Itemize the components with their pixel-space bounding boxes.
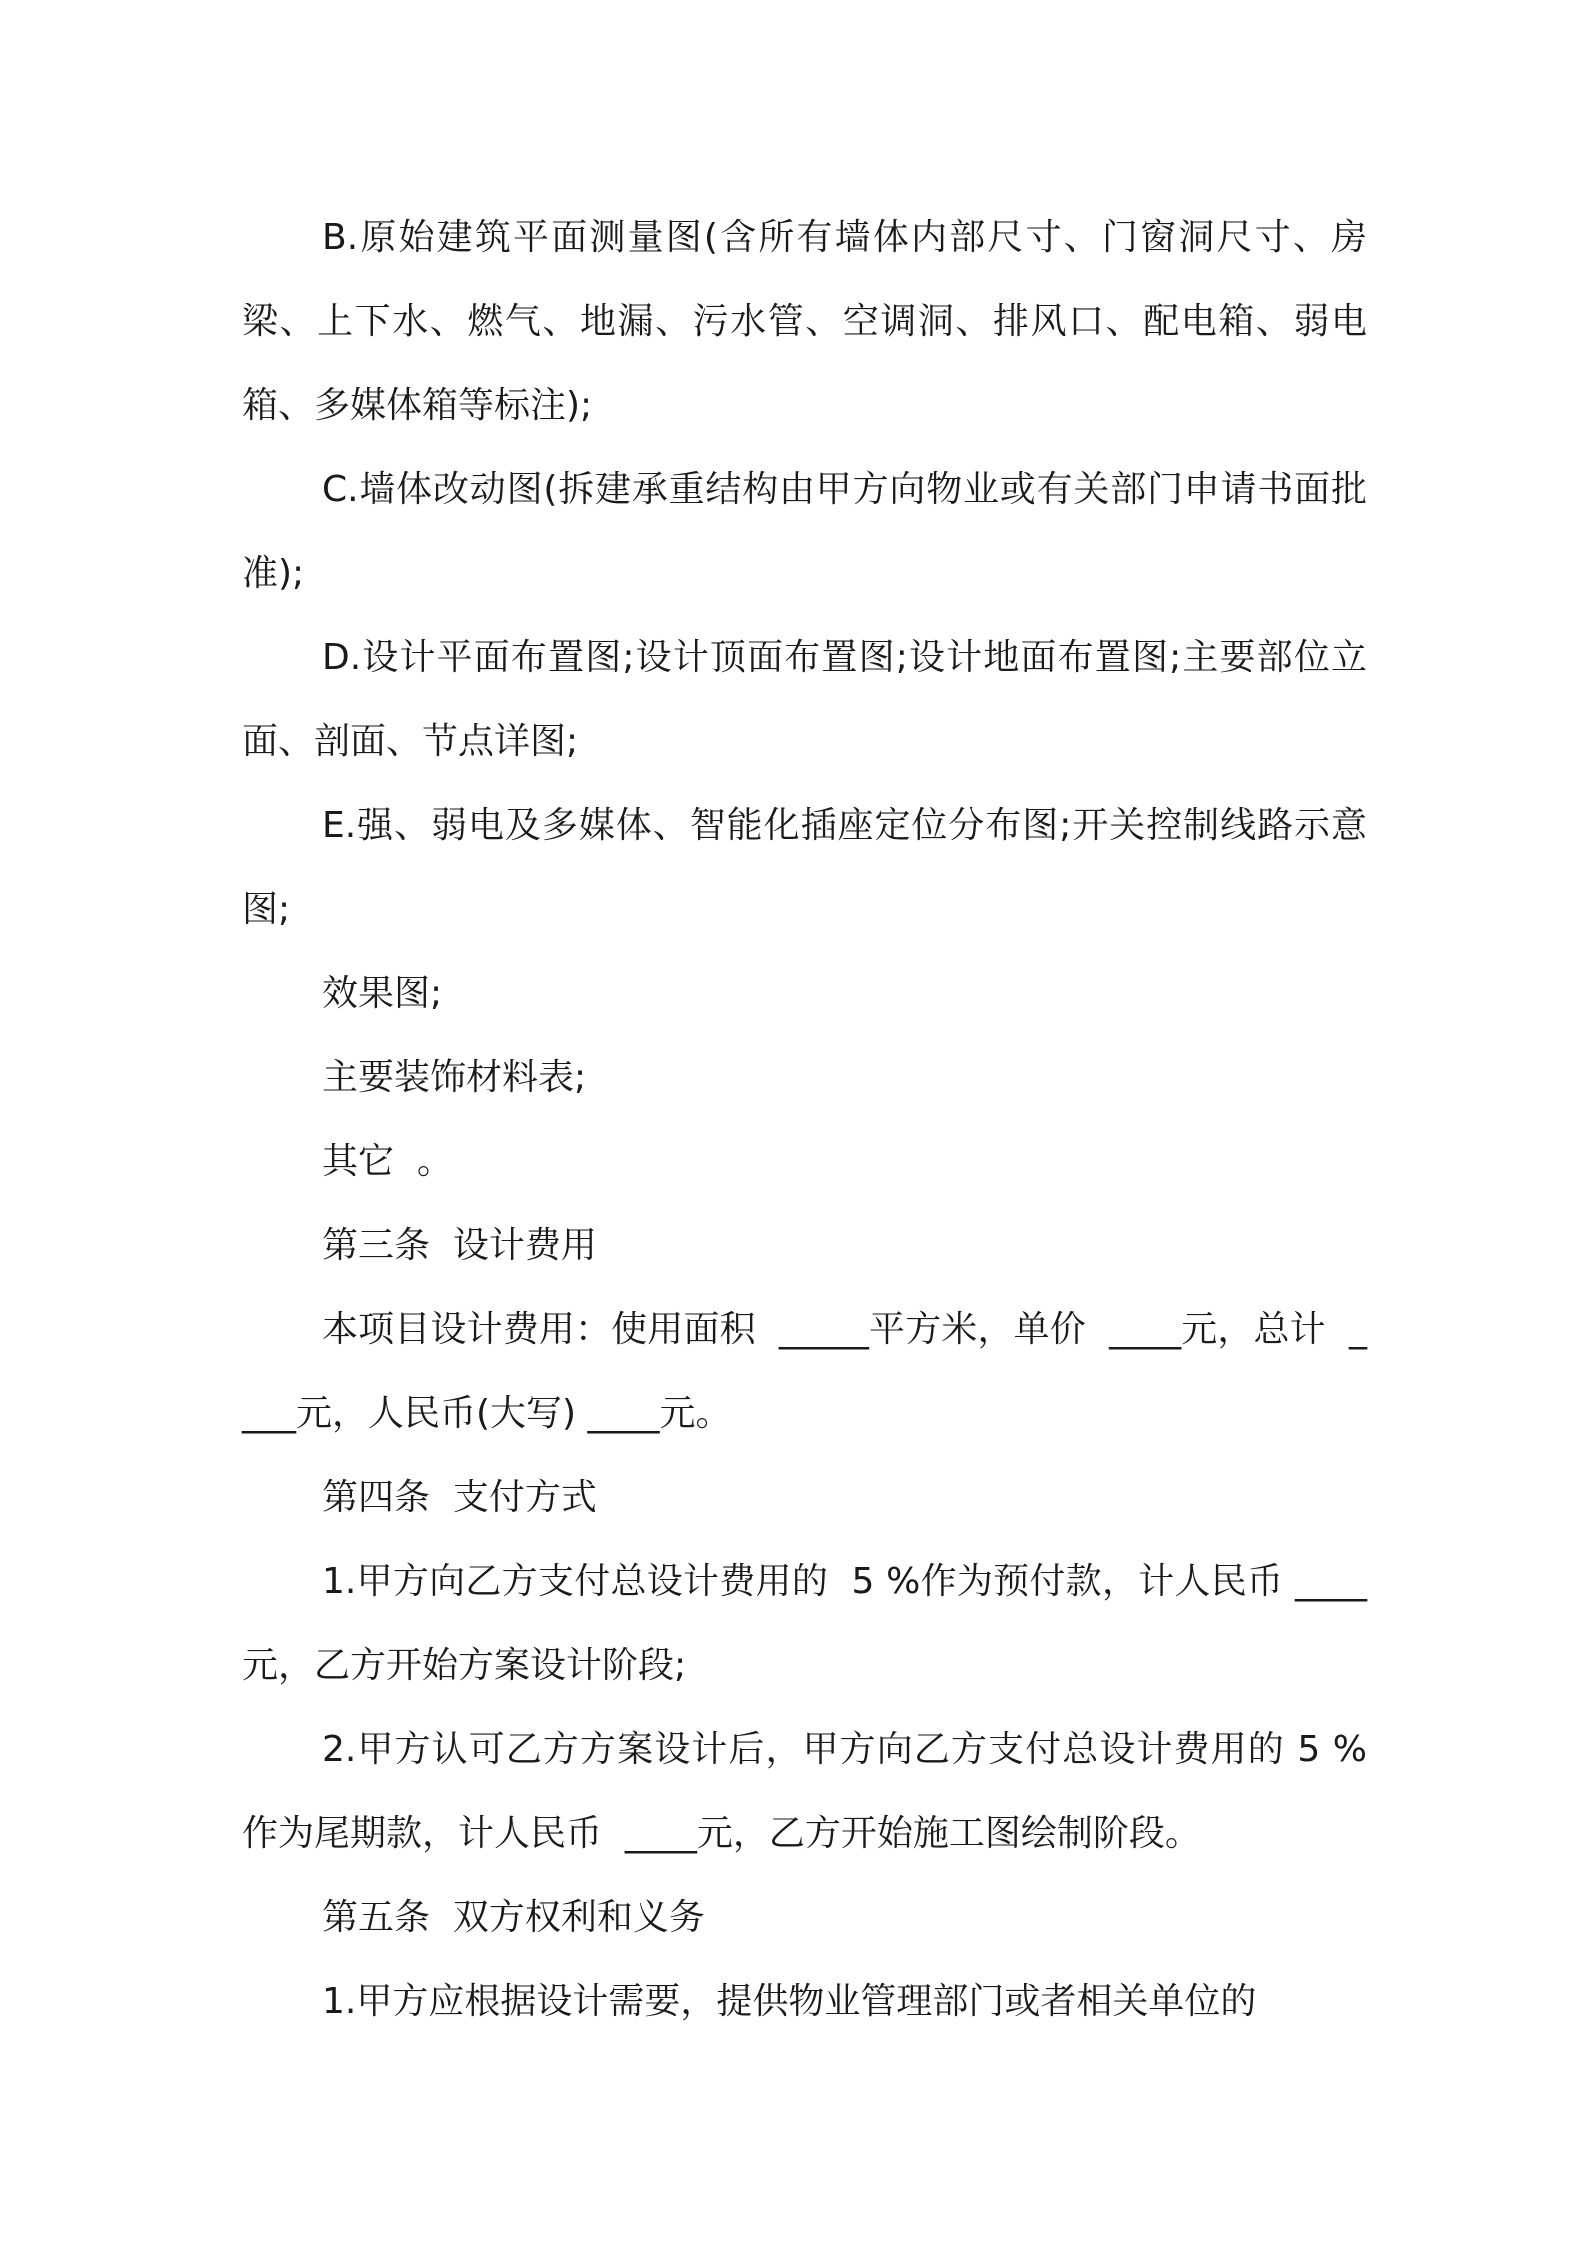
paragraph-item-b: B.原始建筑平面测量图(含所有墙体内部尺寸、门窗洞尺寸、房梁、上下水、燃气、地漏、污水管、空调洞、排风口、配电箱、弱电箱、多媒体箱等标注);: [242, 217, 1367, 426]
paragraph-item-d: D.设计平面布置图;设计顶面布置图;设计地面布置图;主要部位立面、剖面、节点详图;: [242, 637, 1367, 762]
paragraph-item-c: C.墙体改动图(拆建承重结构由甲方向物业或有关部门申请书面批准);: [242, 469, 1367, 594]
article-4-clause-1: 1.甲方向乙方支付总设计费用的 5 %作为预付款，计人民币 ____元，乙方开始方案设计阶段;: [242, 1561, 1367, 1686]
paragraph-renderings: 效果图;: [322, 973, 443, 1014]
article-5-heading: 第五条 双方权利和义务: [322, 1897, 705, 1938]
paragraph-item-e: E.强、弱电及多媒体、智能化插座定位分布图;开关控制线路示意图;: [242, 805, 1367, 930]
document-body: [242, 196, 1367, 2044]
article-4-clause-2: 2.甲方认可乙方方案设计后，甲方向乙方支付总设计费用的 5 %作为尾期款，计人民币 ____元，乙方开始施工图绘制阶段。: [242, 1729, 1367, 1854]
article-5-clause-1: 1.甲方应根据设计需要，提供物业管理部门或者相关单位的: [322, 1981, 1257, 2022]
paragraph-other: 其它 。: [322, 1141, 453, 1182]
article-4-heading: 第四条 支付方式: [322, 1477, 597, 1518]
article-3-heading: 第三条 设计费用: [322, 1225, 597, 1266]
paragraph-materials: 主要装饰材料表;: [322, 1057, 587, 1098]
article-3-fees: 本项目设计费用：使用面积 _____平方米，单价 ____元，总计 ____元，人民币(大写) ____元。: [242, 1309, 1367, 1434]
